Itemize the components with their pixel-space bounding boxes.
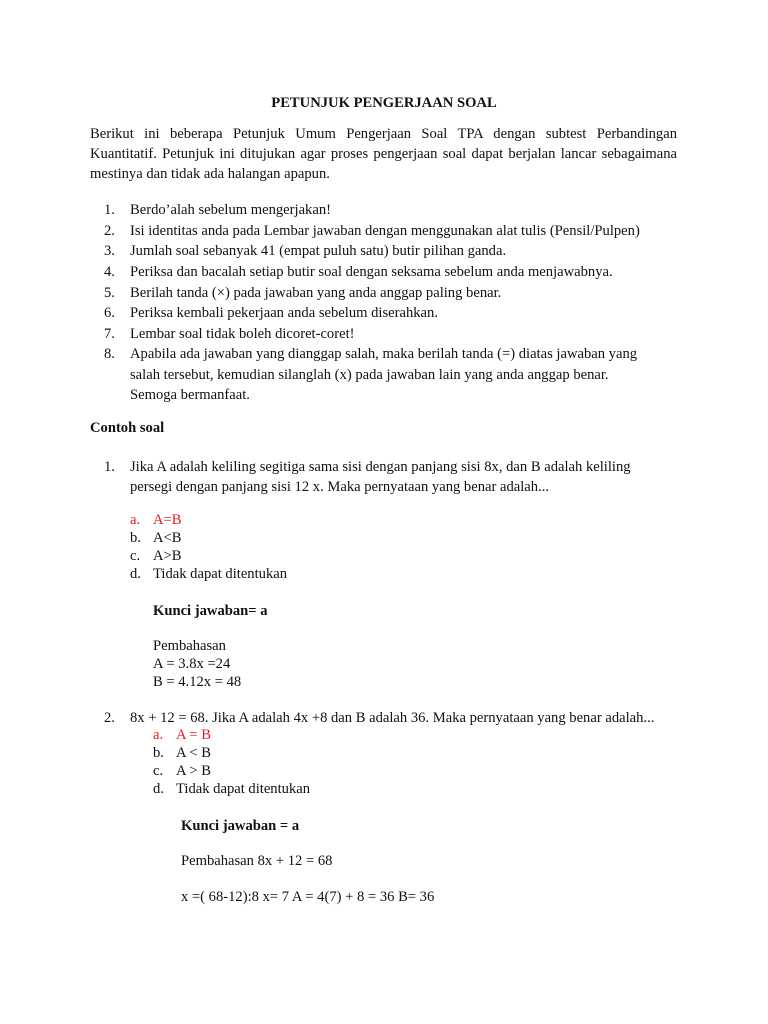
- instruction-item: Isi identitas anda pada Lembar jawaban dengan menggunakan alat tulis (Pensil/Pulpen): [130, 223, 640, 239]
- option: Tidak dapat ditentukan: [176, 781, 311, 797]
- intro-line-2: Kuantitatif. Petunjuk ini ditujukan agar proses pengerjaan soal dapat berjalan lancar sebagaimana: [90, 146, 677, 162]
- instruction-item: Berdo’alah sebelum mengerjakan!: [130, 202, 331, 218]
- discussion-label: Pembahasan: [153, 638, 226, 654]
- option: A > B: [176, 763, 211, 779]
- instruction-item: Apabila ada jawaban yang dianggap salah, maka berilah tanda (=) diatas jawaban yang: [130, 346, 638, 362]
- example-heading: Contoh soal: [90, 420, 165, 436]
- list-number: 1.: [104, 202, 115, 218]
- discussion-line: B = 4.12x = 48: [153, 674, 242, 690]
- answer-key: Kunci jawaban = a: [181, 818, 300, 834]
- list-number: 2.: [104, 223, 115, 239]
- discussion-line: A = 3.8x =24: [153, 656, 231, 672]
- list-number: 3.: [104, 243, 115, 259]
- instruction-item-continuation: salah tersebut, kemudian silanglah (x) pada jawaban lain yang anda anggap benar.: [130, 367, 609, 383]
- option: A < B: [176, 745, 211, 761]
- option: A>B: [153, 548, 182, 564]
- instruction-item: Periksa kembali pekerjaan anda sebelum diserahkan.: [130, 305, 438, 321]
- list-number: 4.: [104, 264, 115, 280]
- intro-line-1: Berikut ini beberapa Petunjuk Umum Pengerjaan Soal TPA dengan subtest Perbandingan: [90, 126, 677, 142]
- option-letter: b.: [130, 530, 141, 546]
- option-letter: b.: [153, 745, 164, 761]
- option-letter: a.: [153, 727, 164, 743]
- option-letter: c.: [153, 763, 164, 779]
- page-title: PETUNJUK PENGERJAAN SOAL: [271, 95, 497, 111]
- option-letter: a.: [130, 512, 141, 528]
- question-number: 2.: [104, 710, 115, 726]
- question-text-continuation: persegi dengan panjang sisi 12 x. Maka pernyataan yang benar adalah...: [130, 479, 550, 495]
- answer-key: Kunci jawaban= a: [153, 603, 268, 619]
- list-number: 6.: [104, 305, 115, 321]
- option-letter: d.: [130, 566, 141, 582]
- option-letter: d.: [153, 781, 164, 797]
- instruction-item-continuation: Semoga bermanfaat.: [130, 387, 250, 403]
- list-number: 8.: [104, 346, 115, 362]
- intro-line-3: mestinya dan tidak ada halangan apapun.: [90, 166, 330, 182]
- discussion-line: Pembahasan 8x + 12 = 68: [181, 853, 333, 869]
- instruction-item: Jumlah soal sebanyak 41 (empat puluh satu) butir pilihan ganda.: [130, 243, 507, 259]
- question-text: Jika A adalah keliling segitiga sama sisi dengan panjang sisi 8x, dan B adalah keliling: [130, 459, 631, 475]
- list-number: 7.: [104, 326, 115, 342]
- option-correct: A=B: [153, 512, 182, 528]
- option-correct: A = B: [176, 727, 211, 743]
- intro-paragraph: [90, 124, 677, 184]
- option: A<B: [153, 530, 182, 546]
- question-text: 8x + 12 = 68. Jika A adalah 4x +8 dan B adalah 36. Maka pernyataan yang benar adalah...: [130, 710, 655, 726]
- instruction-item: Berilah tanda (×) pada jawaban yang anda anggap paling benar.: [130, 285, 502, 301]
- question-number: 1.: [104, 459, 115, 475]
- instruction-item: Lembar soal tidak boleh dicoret-coret!: [130, 326, 355, 342]
- solution-line: x =( 68-12):8 x= 7 A = 4(7) + 8 = 36 B= 36: [181, 889, 435, 905]
- instruction-item: Periksa dan bacalah setiap butir soal dengan seksama sebelum anda menjawabnya.: [130, 264, 613, 280]
- option: Tidak dapat ditentukan: [153, 566, 288, 582]
- list-number: 5.: [104, 285, 115, 301]
- option-letter: c.: [130, 548, 141, 564]
